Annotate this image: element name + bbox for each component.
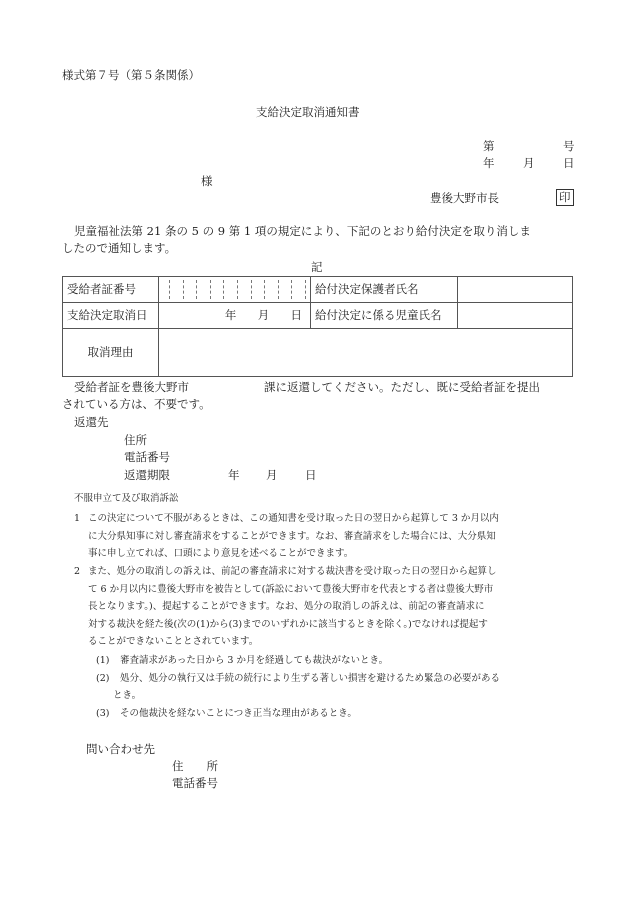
form-number: 様式第７号（第５条関係） xyxy=(62,68,200,82)
return-destination-label: 返還先 xyxy=(74,415,109,429)
appeal-2-line: 対する裁決を経た後(次の(1)から(3)までのいずれかに該当するときを除く。)でなければ提起す xyxy=(88,618,488,630)
appeal-1-text xyxy=(88,510,499,563)
appeal-2-text xyxy=(88,563,497,651)
return-line-1b: 課に返還してください。ただし、既に受給者証を提出 xyxy=(264,380,540,394)
reason-label: 取消理由 xyxy=(63,329,159,377)
cancel-date-day: 日 xyxy=(290,308,302,323)
guardian-name-field[interactable] xyxy=(458,277,573,303)
sub-item-3-text: その他裁決を経ないことにつき正当な理由があるとき。 xyxy=(120,708,357,719)
return-deadline-label: 返還期限 xyxy=(124,468,170,482)
appeal-2-line: て 6 か月以内に豊後大野市を被告として(訴訟において豊後大野市を代表とする者は豊後大野市 xyxy=(88,583,494,595)
intro-line-2: したので通知します。 xyxy=(62,241,177,255)
sub-item-1-number: (1) xyxy=(96,655,110,666)
appeal-2-line: また、処分の取消しの訴えは、前記の審査請求に対する裁決書を受け取った日の翌日から起算し xyxy=(88,566,497,577)
seal-mark xyxy=(556,189,574,206)
sub-item-2-number: (2) xyxy=(96,673,110,684)
child-name-field[interactable] xyxy=(458,303,573,329)
guardian-name-label: 給付決定保護者氏名 xyxy=(311,277,458,303)
cert-number-boxes xyxy=(169,280,306,299)
cancellation-table xyxy=(62,276,573,377)
reason-field[interactable] xyxy=(159,329,573,377)
cancel-date-year: 年 xyxy=(224,308,237,323)
return-address-label: 住所 xyxy=(124,433,147,447)
document-title: 支給決定取消通知書 xyxy=(256,105,360,119)
return-phone-label: 電話番号 xyxy=(124,450,170,464)
return-line-2: されている方は、不要です。 xyxy=(62,397,211,411)
appeal-2-number: 2 xyxy=(74,566,81,577)
appeal-1-number: 1 xyxy=(74,513,81,524)
return-deadline-day: 日 xyxy=(305,468,317,482)
date-day: 日 xyxy=(563,156,575,170)
seal-text: 印 xyxy=(556,189,574,206)
table-row xyxy=(63,303,573,329)
cancel-date-field[interactable] xyxy=(159,303,311,329)
child-name-label: 給付決定に係る児童氏名 xyxy=(311,303,458,329)
sub-item-2-continuation: とき。 xyxy=(113,690,142,701)
return-line-1a: 受給者証を豊後大野市 xyxy=(74,380,189,394)
appeal-1-line: 事に申し立てれば、口頭により意見を述べることができます。 xyxy=(88,548,354,559)
sub-item-2-text: 処分、処分の執行又は手続の続行により生ずる著しい損害を避けるため緊急の必要がある xyxy=(120,673,501,684)
intro-line-1: 児童福祉法第 21 条の 5 の 9 第 1 項の規定により、下記のとおり給付決定を取り消しま xyxy=(74,224,531,238)
contact-phone-label: 電話番号 xyxy=(172,776,218,790)
table-row xyxy=(63,277,573,303)
return-deadline-year: 年 xyxy=(228,468,240,482)
sub-item-3-number: (3) xyxy=(96,708,110,719)
cancel-date-label: 支給決定取消日 xyxy=(63,303,159,329)
date-month: 月 xyxy=(523,156,535,170)
cert-number-field[interactable] xyxy=(159,277,311,303)
return-deadline-month: 月 xyxy=(266,468,278,482)
appeal-1-line: に大分県知事に対し審査請求をすることができます。なお、審査請求をした場合には、大分県知 xyxy=(88,530,496,542)
issuer-name: 豊後大野市長 xyxy=(430,191,499,205)
date-year: 年 xyxy=(483,156,495,170)
recipient-suffix: 様 xyxy=(201,174,213,188)
appeal-2-line: ることができないこととされています。 xyxy=(88,636,259,647)
doc-no-label: 第 xyxy=(483,139,495,153)
table-row xyxy=(63,329,573,377)
appeal-2-line: 長となります。)、提起することができます。なお、処分の取消しの訴えは、前記の審査請求に xyxy=(88,601,485,612)
doc-no-suffix: 号 xyxy=(563,139,575,153)
appeal-1-line: この決定について不服があるときは、この通知書を受け取った日の翌日から起算して 3 か月以内 xyxy=(88,513,499,524)
cert-number-label: 受給者証番号 xyxy=(63,277,159,303)
cancel-date-month: 月 xyxy=(257,308,270,323)
contact-address-label: 住 所 xyxy=(172,759,218,773)
contact-heading: 問い合わせ先 xyxy=(86,742,155,756)
sub-item-1-text: 審査請求があった日から 3 か月を経過しても裁決がないとき。 xyxy=(120,655,389,666)
ki-heading: 記 xyxy=(311,260,323,274)
appeal-heading: 不服申立て及び取消訴訟 xyxy=(74,493,179,504)
